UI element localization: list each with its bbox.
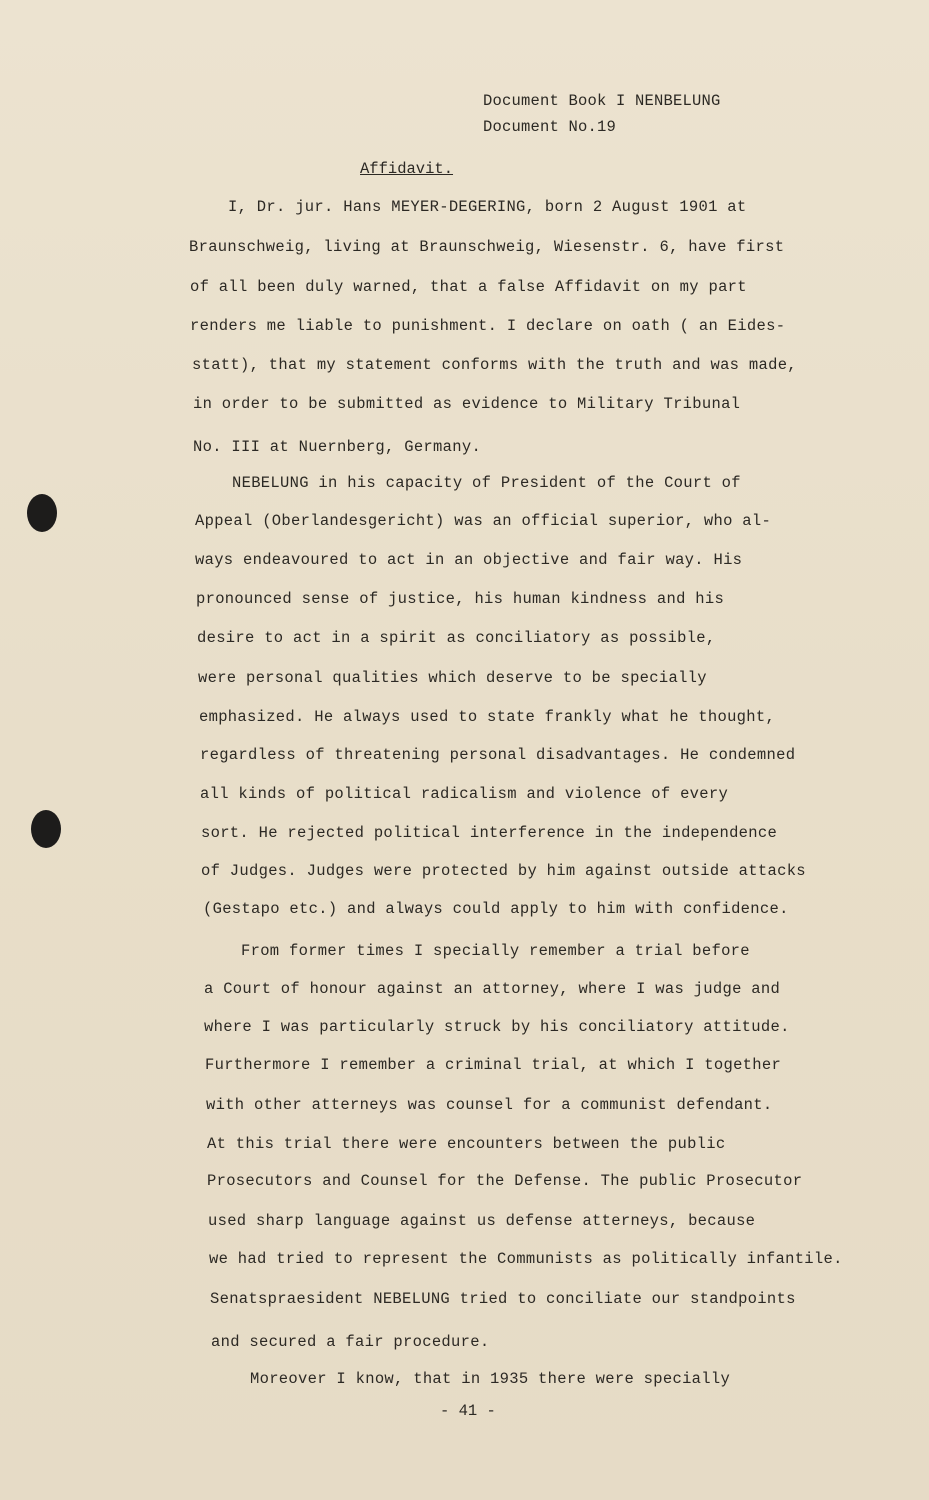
text-line: used sharp language against us defense atterneys, because — [208, 1212, 756, 1230]
text-line: I, Dr. jur. Hans MEYER-DEGERING, born 2 August 1901 at — [228, 198, 747, 216]
text-line: where I was particularly struck by his conciliatory attitude. — [204, 1018, 790, 1036]
document-header — [483, 88, 721, 140]
punch-hole — [31, 810, 61, 848]
text-line: a Court of honour against an attorney, where I was judge and — [204, 980, 781, 998]
text-line: From former times I specially remember a trial before — [241, 942, 750, 960]
text-line: Braunschweig, living at Braunschweig, Wiesenstr. 6, have first — [189, 238, 785, 256]
text-line: regardless of threatening personal disadvantages. He condemned — [200, 746, 796, 764]
text-line: sort. He rejected political interference in the independence — [201, 824, 778, 842]
text-line: of Judges. Judges were protected by him against outside attacks — [201, 862, 806, 880]
text-line: Prosecutors and Counsel for the Defense. The public Prosecutor — [207, 1172, 803, 1190]
text-line: and secured a fair procedure. — [211, 1333, 490, 1351]
text-line: with other atterneys was counsel for a communist defendant. — [206, 1096, 773, 1114]
text-line: Appeal (Oberlandesgericht) was an official superior, who al- — [195, 512, 772, 530]
text-line: Furthermore I remember a criminal trial, at which I together — [205, 1056, 782, 1074]
text-line: were personal qualities which deserve to be specially — [198, 669, 707, 687]
text-line: renders me liable to punishment. I declare on oath ( an Eides- — [190, 317, 786, 335]
text-line: Senatspraesident NEBELUNG tried to conciliate our standpoints — [210, 1290, 796, 1308]
text-line: all kinds of political radicalism and violence of every — [200, 785, 729, 803]
text-line: ways endeavoured to act in an objective and fair way. His — [195, 551, 743, 569]
text-line: desire to act in a spirit as conciliatory as possible, — [197, 629, 716, 647]
text-line: Moreover I know, that in 1935 there were specially — [250, 1370, 731, 1388]
punch-hole — [27, 494, 57, 532]
page-title: Affidavit. — [360, 160, 454, 178]
text-line: of all been duly warned, that a false Affidavit on my part — [190, 278, 747, 296]
text-line: we had tried to represent the Communists as politically infantile. — [209, 1250, 843, 1268]
text-line: NEBELUNG in his capacity of President of the Court of — [232, 474, 741, 492]
text-line: pronounced sense of justice, his human kindness and his — [196, 590, 725, 608]
text-line: At this trial there were encounters between the public — [207, 1135, 726, 1153]
text-line: (Gestapo etc.) and always could apply to him with confidence. — [203, 900, 789, 918]
text-line: emphasized. He always used to state frankly what he thought, — [199, 708, 776, 726]
document-number-label: Document No.19 — [483, 118, 617, 136]
document-book-label: Document Book I NENBELUNG — [483, 92, 721, 110]
page-number: - 41 - — [440, 1402, 496, 1420]
text-line: in order to be submitted as evidence to Military Tribunal — [193, 395, 741, 413]
text-line: statt), that my statement conforms with the truth and was made, — [192, 356, 797, 374]
text-line: No. III at Nuernberg, Germany. — [193, 438, 482, 456]
